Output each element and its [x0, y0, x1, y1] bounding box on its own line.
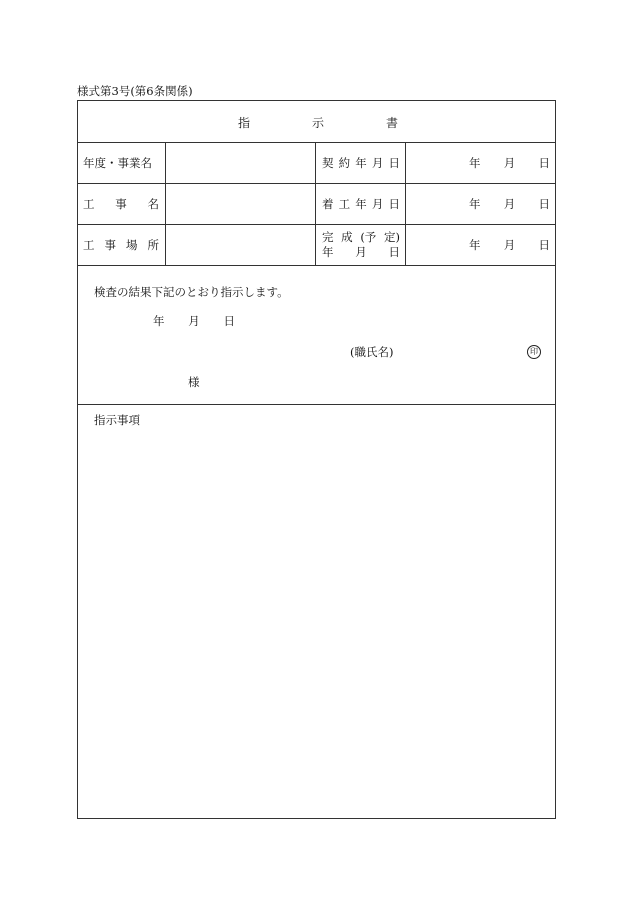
- fiscal-year-project-field[interactable]: [166, 142, 314, 183]
- label-construction-name: 工 事 名: [83, 197, 159, 211]
- official-title-name-label: (職氏名): [350, 345, 394, 359]
- grid-line: [78, 265, 555, 266]
- grid-line: [78, 224, 555, 225]
- form-title-char: 示: [311, 116, 324, 130]
- label-fiscal-year-project: 年度・事業名: [83, 156, 152, 170]
- form-title-char: 書: [385, 116, 398, 130]
- instructions-heading: 指示事項: [94, 413, 140, 427]
- grid-line: [315, 142, 316, 265]
- notice-date-field[interactable]: 年 月 日: [153, 314, 235, 328]
- start-date-field[interactable]: 年 月 日: [469, 197, 550, 211]
- label-construction-site: 工 事 場 所: [83, 238, 159, 252]
- label-completion-date-line-1: 完 成 (予 定): [322, 230, 400, 244]
- seal-icon: 印: [527, 345, 541, 359]
- construction-name-field[interactable]: [166, 183, 314, 224]
- addressee-suffix: 様: [188, 375, 200, 389]
- label-contract-date: 契 約 年 月 日: [322, 156, 400, 170]
- grid-line: [405, 142, 406, 265]
- instructions-body[interactable]: [94, 433, 539, 808]
- label-start-date: 着 工 年 月 日: [322, 197, 400, 211]
- grid-line: [78, 404, 555, 405]
- construction-site-field[interactable]: [166, 224, 314, 265]
- form-title-char: 指: [238, 116, 251, 130]
- completion-date-field[interactable]: 年 月 日: [469, 238, 550, 252]
- instruction-form: [77, 100, 556, 819]
- contract-date-field[interactable]: 年 月 日: [469, 156, 550, 170]
- grid-line: [78, 183, 555, 184]
- form-title: [238, 116, 398, 130]
- form-number: 様式第3号(第6条関係): [77, 84, 193, 98]
- grid-line: [78, 142, 555, 143]
- label-completion-date-line-2: 年 月 日: [322, 245, 400, 259]
- inspection-statement: 検査の結果下記のとおり指示します。: [94, 285, 289, 299]
